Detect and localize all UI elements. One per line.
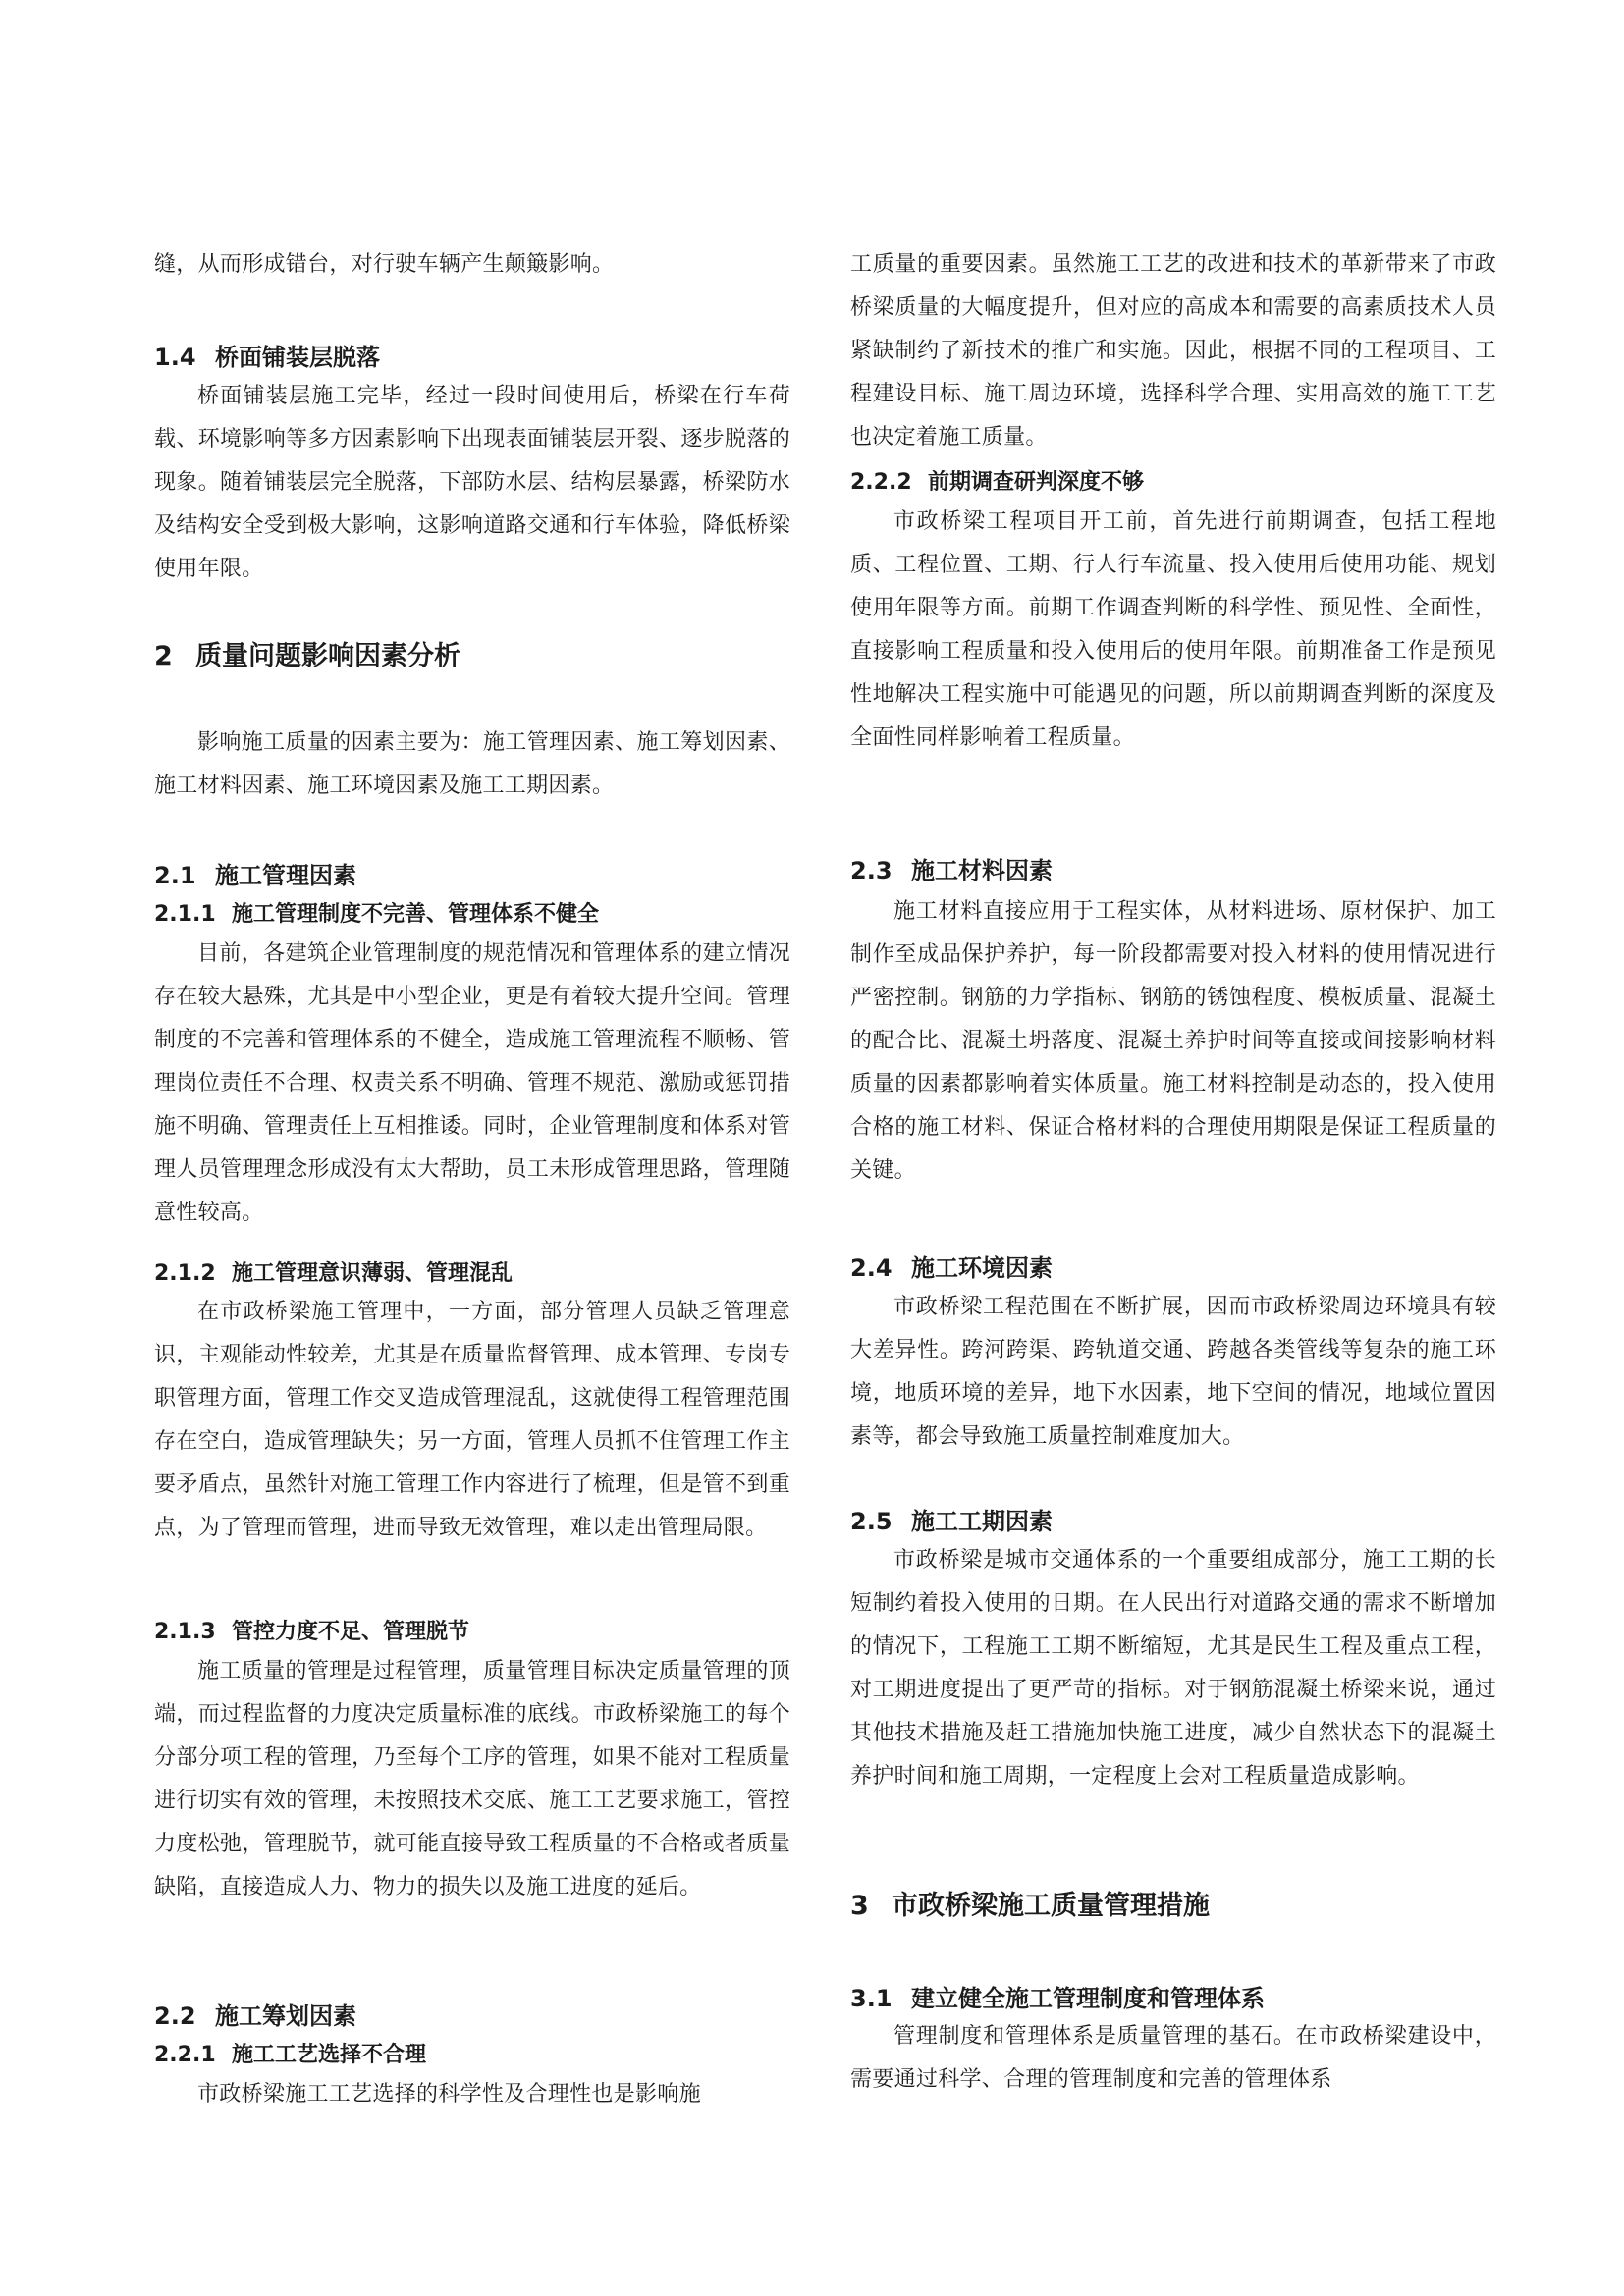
- section-number: 2.2.1: [154, 2043, 216, 2067]
- paragraph-1-4: 桥面铺装层施工完毕，经过一段时间使用后，桥梁在行车荷载、环境影响等多方因素影响下出现表面铺装层开裂、逐步脱落的现象。随着铺装层完全脱落，下部防水层、结构层暴露，桥梁防水及结构安全受到极大影响，这影响道路交通和行车体验，降低桥梁使用年限。: [154, 384, 790, 581]
- paragraph-2: 影响施工质量的因素主要为：施工管理因素、施工筹划因素、施工材料因素、施工环境因素及施工工期因素。: [154, 730, 790, 798]
- heading-3: [850, 1885, 1496, 1928]
- heading-2-5: [850, 1502, 1496, 1541]
- paragraph-2-1-1: 目前，各建筑企业管理制度的规范情况和管理体系的建立情况存在较大悬殊，尤其是中小型企业，更是有着较大提升空间。管理制度的不完善和管理体系的不健全，造成施工管理流程不顺畅、管理岗位责任不合理、权责关系不明确、管理不规范、激励或惩罚措施不明确、管理责任上互相推诿。同时，企业管理制度和体系对管理人员管理理念形成没有太大帮助，员工未形成管理思路，管理随意性较高。: [154, 941, 790, 1225]
- section-title: 施工筹划因素: [215, 2002, 356, 2030]
- paragraph-carry-over: 缝，从而形成错台，对行驶车辆产生颠簸影响。: [154, 252, 615, 277]
- section-number: 2.2.2: [850, 470, 912, 495]
- section-title: 施工管理因素: [215, 862, 356, 889]
- paragraph-2-2-1: 市政桥梁施工工艺选择的科学性及合理性也是影响施: [197, 2082, 701, 2107]
- section-title: 施工工期因素: [911, 1508, 1053, 1535]
- section-number: 2.1: [154, 862, 196, 889]
- section-number: 2.1.2: [154, 1261, 216, 1286]
- section-title: 建立健全施工管理制度和管理体系: [911, 1985, 1265, 2012]
- section-number: 2.2: [154, 2002, 196, 2030]
- section-number: 2.5: [850, 1508, 893, 1535]
- heading-2-1-1: [154, 895, 790, 934]
- section-title: 施工管理制度不完善、管理体系不健全: [232, 902, 600, 927]
- section-title: 施工环境因素: [911, 1255, 1053, 1282]
- paragraph-carry-over: 工质量的重要因素。虽然施工工艺的改进和技术的革新带来了市政桥梁质量的大幅度提升，但对应的高成本和需要的高素质技术人员紧缺制约了新技术的推广和实施。因此，根据不同的工程项目、工程建设目标、施工周边环境，选择科学合理、实用高效的施工工艺也决定着施工质量。: [850, 252, 1496, 450]
- section-title: 管控力度不足、管理脱节: [232, 1620, 470, 1644]
- heading-2-2-2: [850, 463, 1496, 503]
- heading-3-1: [850, 1979, 1496, 2018]
- paragraph-2-1-3: 施工质量的管理是过程管理，质量管理目标决定质量管理的顶端，而过程监督的力度决定质量标准的底线。市政桥梁施工的每个分部分项工程的管理，乃至每个工序的管理，如果不能对工程质量进行切实有效的管理，未按照技术交底、施工工艺要求施工，管控力度松弛，管理脱节，就可能直接导致工程质量的不合格或者质量缺陷，直接造成人力、物力的损失以及施工进度的延后。: [154, 1659, 790, 1899]
- section-number: 2.1.1: [154, 902, 216, 927]
- paragraph-2-4: 市政桥梁工程范围在不断扩展，因而市政桥梁周边环境具有较大差异性。跨河跨渠、跨轨道交通、跨越各类管线等复杂的施工环境，地质环境的差异，地下水因素，地下空间的情况，地域位置因素等，都会导致施工质量控制难度加大。: [850, 1295, 1496, 1449]
- section-number: 3: [850, 1891, 869, 1921]
- section-number: 3.1: [850, 1985, 893, 2012]
- section-number: 2.4: [850, 1255, 893, 1282]
- paragraph-2-2-2: 市政桥梁工程项目开工前，首先进行前期调查，包括工程地质、工程位置、工期、行人行车流量、投入使用后使用功能、规划使用年限等方面。前期工作调查判断的科学性、预见性、全面性，直接影响工程质量和投入使用后的使用年限。前期准备工作是预见性地解决工程实施中可能遇见的问题，所以前期调查判断的深度及全面性同样影响着工程质量。: [850, 509, 1496, 750]
- section-number: 2: [154, 641, 173, 671]
- section-title: 前期调查研判深度不够: [928, 470, 1145, 495]
- section-title: 市政桥梁施工质量管理措施: [892, 1891, 1210, 1921]
- paragraph-2-1-2: 在市政桥梁施工管理中，一方面，部分管理人员缺乏管理意识，主观能动性较差，尤其是在质量监督管理、成本管理、专岗专职管理方面，管理工作交叉造成管理混乱，这就使得工程管理范围存在空白，造成管理缺失；另一方面，管理人员抓不住管理工作主要矛盾点，虽然针对施工管理工作内容进行了梳理，但是管不到重点，为了管理而管理，进而导致无效管理，难以走出管理局限。: [154, 1300, 790, 1540]
- heading-2-2: [154, 1997, 790, 2036]
- section-number: 1.4: [154, 344, 196, 371]
- paragraph-3-1: 管理制度和管理体系是质量管理的基石。在市政桥梁建设中，需要通过科学、合理的管理制度和完善的管理体系: [850, 2024, 1496, 2092]
- heading-2: [154, 635, 790, 678]
- heading-2-1-3: [154, 1613, 790, 1652]
- section-title: 施工管理意识薄弱、管理混乱: [232, 1261, 514, 1286]
- heading-2-3: [850, 851, 1496, 890]
- paragraph-2-3: 施工材料直接应用于工程实体，从材料进场、原材保护、加工制作至成品保护养护，每一阶段都需要对投入材料的使用情况进行严密控制。钢筋的力学指标、钢筋的锈蚀程度、模板质量、混凝土的配合比、混凝土坍落度、混凝土养护时间等直接或间接影响材料质量的因素都影响着实体质量。施工材料控制是动态的，投入使用合格的施工材料、保证合格材料的合理使用期限是保证工程质量的关键。: [850, 899, 1496, 1183]
- heading-2-2-1: [154, 2036, 790, 2075]
- section-title: 施工材料因素: [911, 857, 1053, 884]
- heading-2-1-2: [154, 1255, 790, 1294]
- section-number: 2.3: [850, 857, 893, 884]
- section-title: 桥面铺装层脱落: [215, 344, 380, 371]
- section-title: 施工工艺选择不合理: [232, 2043, 427, 2067]
- heading-1-4: [154, 338, 790, 377]
- section-number: 2.1.3: [154, 1620, 216, 1644]
- heading-2-4: [850, 1249, 1496, 1288]
- paragraph-2-5: 市政桥梁是城市交通体系的一个重要组成部分，施工工期的长短制约着投入使用的日期。在人民出行对道路交通的需求不断增加的情况下，工程施工工期不断缩短，尤其是民生工程及重点工程，对工期进度提出了更严苛的指标。对于钢筋混凝土桥梁来说，通过其他技术措施及赶工措施加快施工进度，减少自然状态下的混凝土养护时间和施工周期，一定程度上会对工程质量造成影响。: [850, 1548, 1496, 1789]
- section-title: 质量问题影响因素分析: [195, 641, 460, 671]
- heading-2-1: [154, 856, 790, 895]
